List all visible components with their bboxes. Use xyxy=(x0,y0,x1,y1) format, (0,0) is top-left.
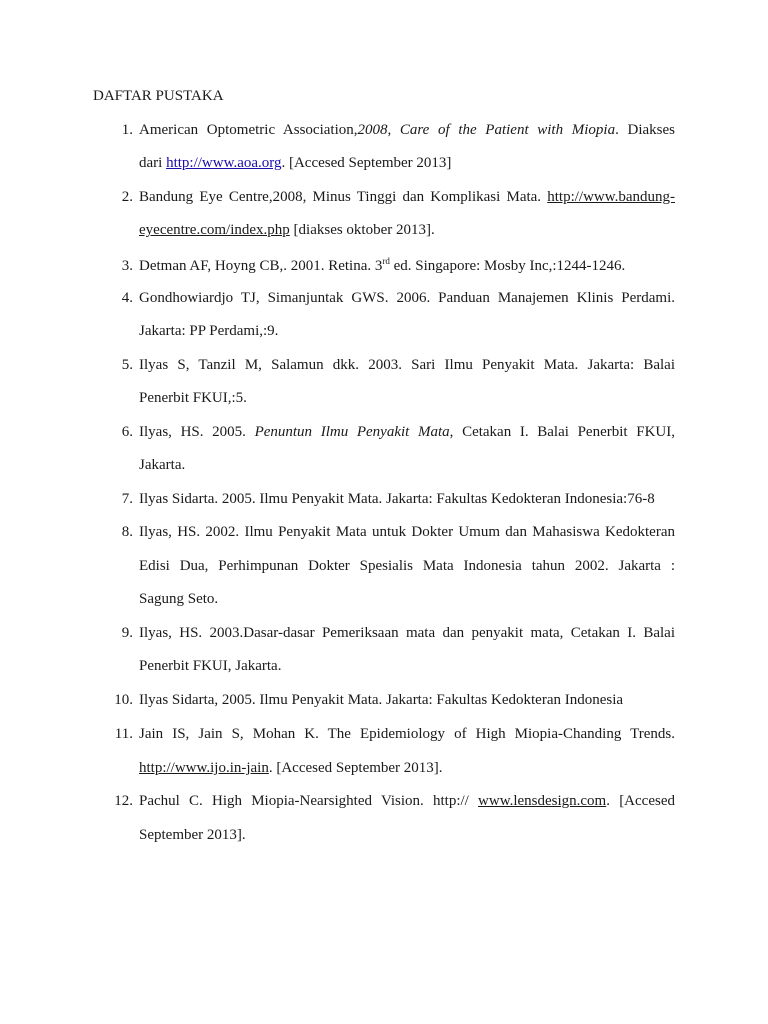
item-line xyxy=(139,355,675,375)
item-line xyxy=(139,120,675,140)
item-number: 2. xyxy=(121,189,133,205)
item-number: 6. xyxy=(121,424,133,440)
ref-text: Ilyas Sidarta. 2005. Ilmu Penyakit Mata. Jakarta: Fakultas Kedokteran Indonesia:76-8 xyxy=(139,491,655,507)
item-line xyxy=(139,153,675,173)
ref-text: American Optometric Association, xyxy=(139,122,358,138)
item-line xyxy=(139,522,675,542)
item-line xyxy=(139,690,675,710)
item-line xyxy=(139,656,675,676)
ref-text: . [Accesed September 2013]. xyxy=(268,760,443,776)
item-line xyxy=(139,288,675,308)
ref-text: Bandung Eye Centre,2008, Minus Tinggi dan Komplikasi Mata. xyxy=(139,189,548,205)
item-line xyxy=(139,256,675,276)
item-number: 8. xyxy=(121,524,133,540)
ref-text: Sagung Seto. xyxy=(139,591,219,607)
ref-text: Ilyas S, Tanzil M, Salamun dkk. 2003. Sari Ilmu Penyakit Mata. Jakarta: Balai xyxy=(139,357,675,373)
ordinal-superscript: rd xyxy=(382,256,390,266)
ref-text: Ilyas, HS. 2005. xyxy=(139,424,255,440)
item-number: 3. xyxy=(121,258,133,274)
ref-text: Penerbit FKUI,:5. xyxy=(139,390,247,406)
page-title: DAFTAR PUSTAKA xyxy=(93,88,224,104)
ref-text: . [Accesed xyxy=(606,793,675,809)
item-line xyxy=(139,422,675,442)
item-line xyxy=(139,825,675,845)
ref-text: Gondhowiardjo TJ, Simanjuntak GWS. 2006. Panduan Manajemen Klinis Perdami. xyxy=(139,290,675,306)
ref-text: September 2013]. xyxy=(139,827,246,843)
item-line xyxy=(139,623,675,643)
ref-text: dari xyxy=(139,155,167,171)
ref-text: Jain IS, Jain S, Mohan K. The Epidemiology of High Miopia-Chanding Trends. xyxy=(139,726,675,742)
item-number: 4. xyxy=(121,290,133,306)
item-line xyxy=(139,791,675,811)
item-number: 9. xyxy=(121,625,133,641)
ref-text: Penerbit FKUI, Jakarta. xyxy=(139,658,282,674)
bandung-eyecentre-link-cont[interactable]: eyecentre.com/index.php xyxy=(139,222,290,238)
aoa-link[interactable]: http://www.aoa.org xyxy=(166,155,282,171)
ref-text: Jakarta. xyxy=(139,457,186,473)
item-line xyxy=(139,724,675,744)
lensdesign-link[interactable]: www.lensdesign.com xyxy=(478,793,607,809)
item-line xyxy=(139,321,675,341)
ref-text: . [Accesed September 2013] xyxy=(281,155,452,171)
ref-text: Pachul C. High Miopia-Nearsighted Vision. http:// xyxy=(139,793,479,809)
item-line xyxy=(139,388,675,408)
item-number: 5. xyxy=(121,357,133,373)
item-number: 11. xyxy=(114,726,133,742)
ref-text: Ilyas, HS. 2003.Dasar-dasar Pemeriksaan mata dan penyakit mata, Cetakan I. Balai xyxy=(139,625,675,641)
item-line xyxy=(139,589,675,609)
ref-text: Ilyas, HS. 2002. Ilmu Penyakit Mata untuk Dokter Umum dan Mahasiswa Kedokteran xyxy=(139,524,675,540)
ref-text: Detman AF, Hoyng CB,. 2001. Retina. 3 xyxy=(139,258,383,274)
ijo-link[interactable]: http://www.ijo.in-jain xyxy=(139,760,269,776)
item-line xyxy=(139,556,675,576)
ref-text: Ilyas Sidarta, 2005. Ilmu Penyakit Mata. Jakarta: Fakultas Kedokteran Indonesia xyxy=(139,692,624,708)
item-number: 1. xyxy=(121,122,133,138)
item-number: 7. xyxy=(121,491,133,507)
ref-text: , Cetakan I. Balai Penerbit FKUI, xyxy=(449,424,675,440)
ref-text: ed. Singapore: Mosby Inc,:1244-1246. xyxy=(389,258,626,274)
ref-text: Jakarta: PP Perdami,:9. xyxy=(139,323,279,339)
ref-text: [diakses oktober 2013]. xyxy=(289,222,435,238)
item-number: 10. xyxy=(114,692,133,708)
item-line xyxy=(139,455,675,475)
item-line xyxy=(139,758,675,778)
bandung-eyecentre-link[interactable]: http://www.bandung- xyxy=(547,189,675,205)
item-line xyxy=(139,489,675,509)
ref-text: . Diakses xyxy=(615,122,675,138)
ref-title: 2008, Care of the Patient with Miopia xyxy=(357,122,616,138)
item-line xyxy=(139,187,675,207)
ref-text: Edisi Dua, Perhimpunan Dokter Spesialis Mata Indonesia tahun 2002. Jakarta : xyxy=(139,558,675,574)
ref-title: Penuntun Ilmu Penyakit Mata xyxy=(254,424,450,440)
item-line xyxy=(139,220,675,240)
item-number: 12. xyxy=(114,793,133,809)
